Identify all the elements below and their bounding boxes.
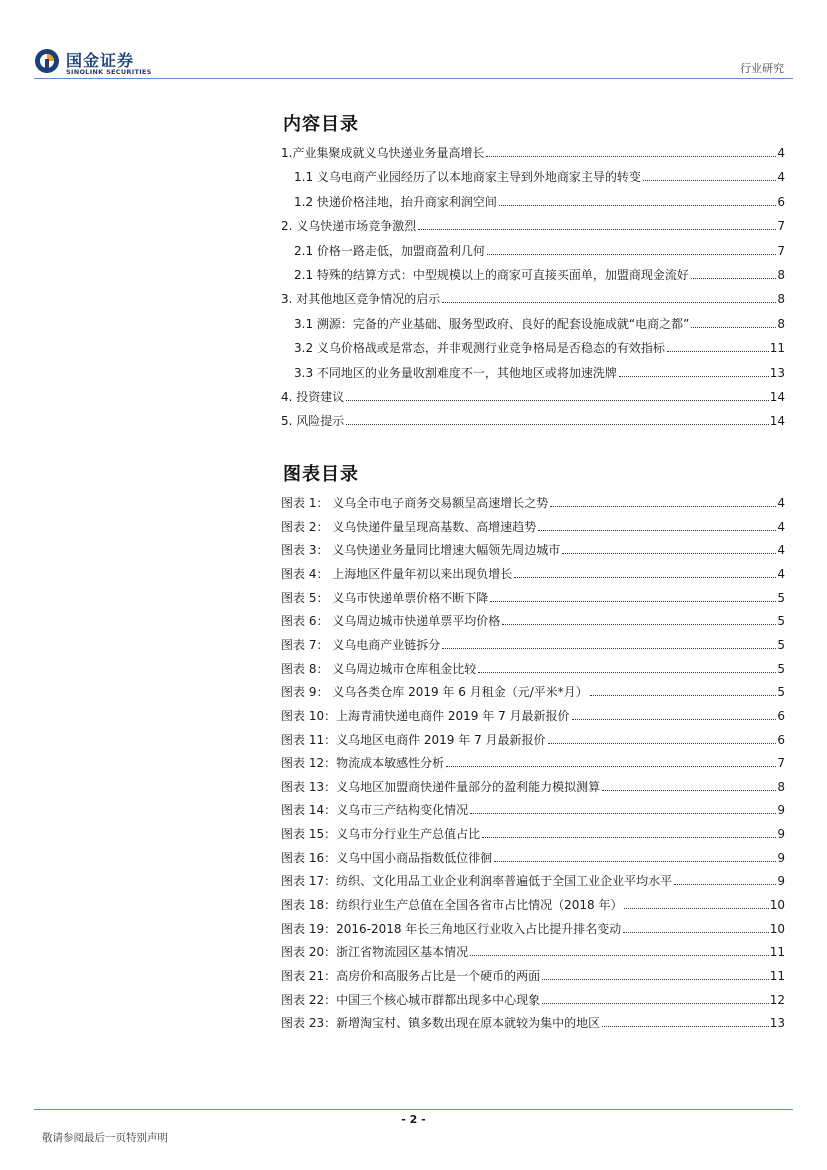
figures-entry-leader: [490, 601, 776, 602]
header-divider: [34, 78, 793, 79]
figures-entry-leader: [602, 790, 776, 791]
contents-entry[interactable]: [281, 410, 785, 428]
contents-entry-title: 2. 义乌快递市场竞争激烈: [281, 219, 417, 234]
contents-entry-leader: [487, 254, 776, 255]
figures-entry-page: 5: [777, 590, 785, 605]
figures-entry-page: 6: [777, 708, 785, 723]
contents-entry-page: 7: [777, 219, 785, 234]
figures-entry[interactable]: [281, 894, 785, 912]
contents-entry-title: 5. 风险提示: [281, 414, 345, 429]
contents-entry[interactable]: [294, 264, 785, 282]
figures-entry-title: 图表 17：纺织、文化用品工业企业利润率普遍低于全国工业企业平均水平: [281, 874, 673, 889]
figures-entry-title: 图表 16：义乌中国小商品指数低位徘徊: [281, 850, 493, 865]
figures-entry-title: 图表 14：义乌市三产结构变化情况: [281, 803, 469, 818]
figures-entry-leader: [470, 955, 769, 956]
contents-entry-title: 3.1 溯源：完备的产业基础、服务型政府、良好的配套设施成就“电商之都”: [294, 316, 690, 331]
figures-entry[interactable]: [281, 563, 785, 581]
figures-entry-title: 图表 2： 义乌快递件量呈现高基数、高增速趋势: [281, 519, 537, 534]
figures-entry-page: 4: [777, 496, 785, 510]
figures-entry[interactable]: [281, 1012, 785, 1030]
figures-entry-page: 5: [777, 637, 785, 652]
figures-entry-leader: [478, 672, 776, 673]
figures-entry[interactable]: [281, 870, 785, 888]
figures-entry-page: 10: [769, 921, 785, 936]
contents-entry-title: 2.1 价格一路走低，加盟商盈利几何: [294, 243, 485, 258]
figures-entry-title: 图表 12：物流成本敏感性分析: [281, 756, 445, 771]
contents-entry-page: 4: [777, 146, 785, 160]
figures-entry-page: 4: [777, 566, 785, 581]
figures-entry[interactable]: [281, 539, 785, 557]
figures-entry-leader: [674, 884, 776, 885]
figures-entry-leader: [502, 624, 776, 625]
figures-entry-page: 5: [777, 685, 785, 700]
figures-entry-leader: [470, 813, 776, 814]
contents-entry-page: 7: [777, 243, 785, 258]
figures-entry[interactable]: [281, 965, 785, 983]
figures-entry-title: 图表 1： 义乌全市电子商务交易额呈高速增长之势: [281, 496, 549, 510]
contents-entry[interactable]: [281, 142, 785, 160]
figures-entry[interactable]: [281, 823, 785, 841]
figures-entry-leader: [572, 719, 777, 720]
contents-entry[interactable]: [294, 337, 785, 355]
figures-entry-title: 图表 20：浙江省物流园区基本情况: [281, 945, 469, 960]
contents-entry-leader: [619, 376, 769, 377]
figures-entry[interactable]: [281, 752, 785, 770]
contents-entry-leader: [486, 156, 776, 157]
contents-entry-page: 8: [777, 268, 785, 282]
figures-entry-leader: [590, 695, 777, 696]
contents-entry[interactable]: [294, 191, 785, 209]
figures-entry[interactable]: [281, 705, 785, 723]
contents-entry-leader: [442, 302, 776, 303]
figures-entry-page: 10: [769, 898, 785, 913]
contents-entry-leader: [643, 180, 776, 181]
figures-entry[interactable]: [281, 516, 785, 534]
figures-entry-page: 4: [777, 519, 785, 534]
figures-entry-page: 11: [769, 945, 785, 960]
figures-entry-title: 图表 13：义乌地区加盟商快递件量部分的盈利能力模拟测算: [281, 779, 601, 794]
figures-entry-title: 图表 7： 义乌电商产业链拆分: [281, 637, 441, 652]
contents-entry-page: 8: [777, 292, 785, 307]
contents-entry[interactable]: [294, 313, 785, 331]
report-category: 行业研究: [740, 62, 784, 75]
figures-entry-page: 9: [777, 874, 785, 889]
contents-entry-title: 1.产业集聚成就义乌快递业务量高增长: [281, 146, 485, 160]
figures-entry-leader: [550, 506, 776, 507]
contents-entry-page: 8: [777, 316, 785, 331]
figures-entry-page: 4: [777, 543, 785, 558]
contents-entry-page: 4: [777, 170, 785, 185]
figures-entry-title: 图表 15：义乌市分行业生产总值占比: [281, 827, 481, 842]
figures-entry[interactable]: [281, 658, 785, 676]
contents-title: 内容目录: [283, 114, 359, 135]
figures-entry-page: 11: [769, 969, 785, 983]
figures-entry-page: 8: [777, 779, 785, 794]
contents-entry-page: 14: [769, 414, 785, 429]
figures-entry-title: 图表 23：新增淘宝村、镇多数出现在原本就较为集中的地区: [281, 1016, 601, 1031]
page-header: [0, 0, 827, 80]
figures-entry-page: 5: [777, 661, 785, 676]
contents-entry-title: 3.2 义乌价格战或是常态，并非观测行业竞争格局是否稳态的有效指标: [294, 341, 665, 356]
figures-entry-page: 9: [777, 850, 785, 865]
figures-entry[interactable]: [281, 941, 785, 959]
figures-entry[interactable]: [281, 799, 785, 817]
contents-entry-title: 1.2 快递价格洼地，抬升商家利润空间: [294, 194, 497, 209]
contents-entry-leader: [346, 400, 768, 401]
contents-entry-leader: [691, 278, 776, 279]
figures-entry-page: 9: [777, 827, 785, 842]
figures-entry-title: 图表 4： 上海地区件量年初以来出现负增长: [281, 566, 513, 581]
figures-entry-page: 12: [769, 992, 785, 1007]
sinolink-logo-icon: [34, 48, 60, 74]
contents-entry-title: 3.3 不同地区的业务量收割难度不一，其他地区或将加速洗牌: [294, 365, 617, 380]
figures-entry-leader: [623, 932, 768, 933]
figures-entry[interactable]: [281, 610, 785, 628]
figures-entry[interactable]: [281, 492, 785, 510]
figures-entry-leader: [514, 577, 776, 578]
page-number: - 2 -: [401, 1113, 426, 1126]
figures-entry[interactable]: [281, 847, 785, 865]
figures-entry-leader: [562, 553, 776, 554]
contents-entry-title: 3. 对其他地区竞争情况的启示: [281, 292, 441, 307]
logo-chinese-name: 国金证券: [66, 51, 135, 70]
figures-entry-title: 图表 10：上海青浦快递电商件 2019 年 7 月最新报价: [281, 708, 570, 723]
contents-entry-leader: [667, 351, 769, 352]
figures-entry-page: 7: [777, 756, 785, 771]
contents-entry-page: 11: [769, 341, 785, 356]
figures-entry-page: 9: [777, 803, 785, 818]
contents-entry-page: 13: [769, 365, 785, 380]
contents-entry[interactable]: [294, 240, 785, 258]
figures-entry-title: 图表 11：义乌地区电商件 2019 年 7 月最新报价: [281, 732, 546, 747]
figures-entry-title: 图表 8： 义乌周边城市仓库租金比较: [281, 661, 477, 676]
figures-entry-leader: [548, 743, 777, 744]
contents-entry-page: 6: [777, 194, 785, 209]
figures-entry[interactable]: [281, 989, 785, 1007]
figures-entry-leader: [542, 979, 769, 980]
contents-entry-leader: [346, 424, 768, 425]
contents-entry[interactable]: [281, 386, 785, 404]
figures-entry-title: 图表 6： 义乌周边城市快递单票平均价格: [281, 614, 501, 629]
figures-entry-leader: [446, 766, 776, 767]
figures-entry-leader: [442, 648, 776, 649]
company-logo: [34, 46, 164, 80]
figures-entry-leader: [538, 530, 776, 531]
figures-title: 图表目录: [283, 464, 359, 485]
figures-entry[interactable]: [281, 729, 785, 747]
logo-english-name: SINOLINK SECURITIES: [66, 68, 152, 76]
contents-entry[interactable]: [294, 362, 785, 380]
contents-entry-leader: [418, 229, 776, 230]
figures-entry-title: 图表 9： 义乌各类仓库 2019 年 6 月租金（元/平米*月）: [281, 685, 588, 700]
figures-entry-leader: [602, 1026, 769, 1027]
figures-entry-title: 图表 19：2016-2018 年长三角地区行业收入占比提升排名变动: [281, 921, 622, 936]
contents-entry-page: 14: [769, 390, 785, 404]
figures-entry-title: 图表 21：高房价和高服务占比是一个硬币的两面: [281, 969, 541, 983]
figures-entry-leader: [494, 861, 776, 862]
footer-disclaimer: 敬请参阅最后一页特别声明: [42, 1132, 168, 1144]
contents-entry-leader: [691, 327, 776, 328]
figures-entry-title: 图表 5： 义乌市快递单票价格不断下降: [281, 590, 489, 605]
contents-entry[interactable]: [281, 288, 785, 306]
figures-entry-title: 图表 18：纺织行业生产总值在全国各省市占比情况（2018 年）: [281, 898, 623, 913]
contents-entry-title: 4. 投资建议: [281, 390, 345, 404]
figures-entry-page: 6: [777, 732, 785, 747]
contents-entry[interactable]: [294, 166, 785, 184]
figures-entry-page: 5: [777, 614, 785, 629]
figures-entry-leader: [624, 908, 768, 909]
figures-entry-leader: [542, 1003, 769, 1004]
footer-divider: [34, 1109, 793, 1110]
figures-entry[interactable]: [281, 587, 785, 605]
contents-entry-title: 1.1 义乌电商产业园经历了以本地商家主导到外地商家主导的转变: [294, 170, 641, 185]
contents-entry[interactable]: [281, 215, 785, 233]
figures-entry[interactable]: [281, 918, 785, 936]
figures-entry[interactable]: [281, 776, 785, 794]
figures-entry-title: 图表 22：中国三个核心城市群都出现多中心现象: [281, 992, 541, 1007]
figures-entry-title: 图表 3： 义乌快递业务量同比增速大幅领先周边城市: [281, 543, 561, 558]
figures-entry-page: 13: [769, 1016, 785, 1031]
figures-entry[interactable]: [281, 681, 785, 699]
contents-entry-leader: [499, 205, 776, 206]
contents-entry-title: 2.1 特殊的结算方式：中型规模以上的商家可直接买面单，加盟商现金流好: [294, 268, 689, 282]
figures-entry-leader: [482, 837, 776, 838]
figures-entry[interactable]: [281, 634, 785, 652]
